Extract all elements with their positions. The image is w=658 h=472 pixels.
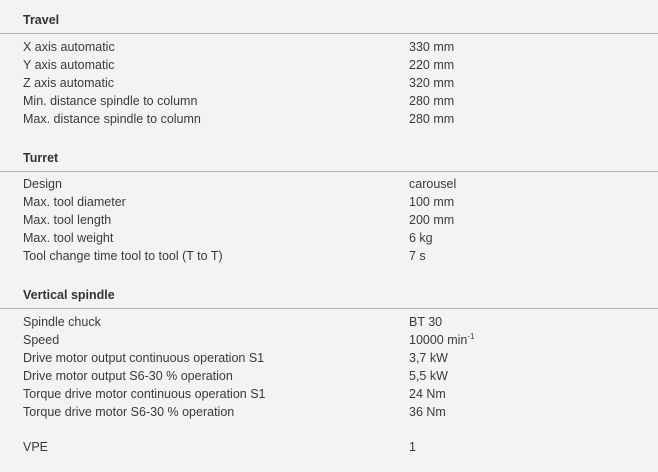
spec-row	[0, 351, 658, 369]
speed-value-text: 10000 min	[409, 333, 468, 347]
turret-title: Turret	[23, 151, 59, 165]
spec-value: 280 mm	[409, 94, 455, 108]
spec-value	[409, 333, 475, 347]
spec-row	[0, 195, 658, 213]
spec-value: 3,7 kW	[409, 351, 448, 365]
spec-value: 200 mm	[409, 213, 455, 227]
spec-label: X axis automatic	[23, 40, 115, 54]
spec-value: 24 Nm	[409, 387, 446, 401]
spec-row	[0, 94, 658, 112]
spec-value: 100 mm	[409, 195, 455, 209]
spec-row	[0, 369, 658, 387]
spec-label: Min. distance spindle to column	[23, 94, 198, 108]
vpe-label: VPE	[23, 440, 49, 454]
spec-label: Z axis automatic	[23, 76, 115, 90]
spec-value: BT 30	[409, 315, 443, 329]
spec-value: 330 mm	[409, 40, 455, 54]
spec-row	[0, 40, 658, 58]
spec-label: Max. distance spindle to column	[23, 112, 201, 126]
spec-row	[0, 112, 658, 130]
spec-row	[0, 387, 658, 405]
spec-row	[0, 58, 658, 76]
spec-label: Max. tool length	[23, 213, 112, 227]
spec-value: 5,5 kW	[409, 369, 448, 383]
spec-row	[0, 231, 658, 249]
spec-value: 36 Nm	[409, 405, 446, 419]
travel-title: Travel	[23, 13, 60, 27]
spec-row	[0, 213, 658, 231]
spec-label: Torque drive motor S6-30 % operation	[23, 405, 235, 419]
travel-divider	[0, 33, 658, 34]
spec-label: Design	[23, 177, 62, 191]
spec-value: 6 kg	[409, 231, 433, 245]
spec-label: Spindle chuck	[23, 315, 101, 329]
spec-row	[0, 249, 658, 267]
turret-divider	[0, 171, 658, 172]
spec-row	[0, 177, 658, 195]
spec-row	[0, 315, 658, 333]
speed-unit-exponent: -1	[467, 332, 475, 341]
spec-label: Max. tool weight	[23, 231, 114, 245]
spec-label: Tool change time tool to tool (T to T)	[23, 249, 223, 263]
spec-value: carousel	[409, 177, 457, 191]
spec-label: Max. tool diameter	[23, 195, 126, 209]
spec-value: 7 s	[409, 249, 426, 263]
spec-label: Y axis automatic	[23, 58, 115, 72]
spec-label: Torque drive motor continuous operation S1	[23, 387, 266, 401]
spec-value: 320 mm	[409, 76, 455, 90]
vpe-row	[0, 440, 658, 458]
spec-row	[0, 333, 658, 351]
spindle-title: Vertical spindle	[23, 288, 115, 302]
spec-label: Speed	[23, 333, 60, 347]
vpe-value: 1	[409, 440, 416, 454]
spec-row	[0, 76, 658, 94]
spec-label: Drive motor output S6-30 % operation	[23, 369, 233, 383]
spec-row	[0, 405, 658, 423]
spindle-divider	[0, 308, 658, 309]
spec-value: 280 mm	[409, 112, 455, 126]
spec-value: 220 mm	[409, 58, 455, 72]
spec-label: Drive motor output continuous operation S1	[23, 351, 265, 365]
